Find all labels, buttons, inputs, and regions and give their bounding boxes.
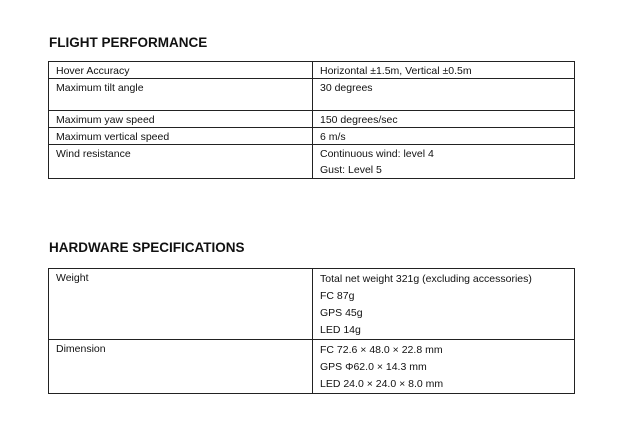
table-row	[49, 111, 575, 128]
row-value	[313, 269, 575, 340]
value-line: GPS 45g	[320, 307, 363, 319]
row-value	[313, 79, 575, 111]
value-line: Horizontal ±1.5m, Vertical ±0.5m	[320, 65, 472, 77]
row-label: Maximum vertical speed	[49, 128, 313, 145]
value-line: FC 72.6 × 48.0 × 22.8 mm	[320, 344, 443, 356]
value-line: LED 24.0 × 24.0 × 8.0 mm	[320, 378, 444, 390]
section-title-flight-performance: FLIGHT PERFORMANCE	[49, 35, 208, 50]
value-line: 6 m/s	[320, 131, 346, 143]
row-value	[313, 145, 575, 179]
row-label: Dimension	[49, 340, 313, 394]
row-label: Wind resistance	[49, 145, 313, 179]
value-line: GPS Φ62.0 × 14.3 mm	[320, 361, 427, 373]
row-label: Hover Accuracy	[49, 62, 313, 79]
table-row	[49, 79, 575, 111]
value-line: Total net weight 321g (excluding accessories)	[320, 273, 532, 285]
table-row	[49, 340, 575, 394]
value-line: 150 degrees/sec	[320, 114, 398, 126]
row-value	[313, 111, 575, 128]
value-line: FC 87g	[320, 290, 355, 302]
table-row	[49, 62, 575, 79]
row-value	[313, 128, 575, 145]
row-label: Maximum tilt angle	[49, 79, 313, 111]
hardware-specifications-table	[48, 268, 575, 394]
value-line: LED 14g	[320, 324, 361, 336]
value-line: 30 degrees	[320, 82, 373, 94]
row-label: Weight	[49, 269, 313, 340]
value-line: Gust: Level 5	[320, 164, 382, 176]
row-value	[313, 62, 575, 79]
table-row	[49, 269, 575, 340]
value-line: Continuous wind: level 4	[320, 148, 434, 160]
table-row	[49, 128, 575, 145]
table-row	[49, 145, 575, 179]
row-value	[313, 340, 575, 394]
section-title-hardware-specifications: HARDWARE SPECIFICATIONS	[49, 240, 245, 255]
flight-performance-table	[48, 61, 575, 179]
row-label: Maximum yaw speed	[49, 111, 313, 128]
